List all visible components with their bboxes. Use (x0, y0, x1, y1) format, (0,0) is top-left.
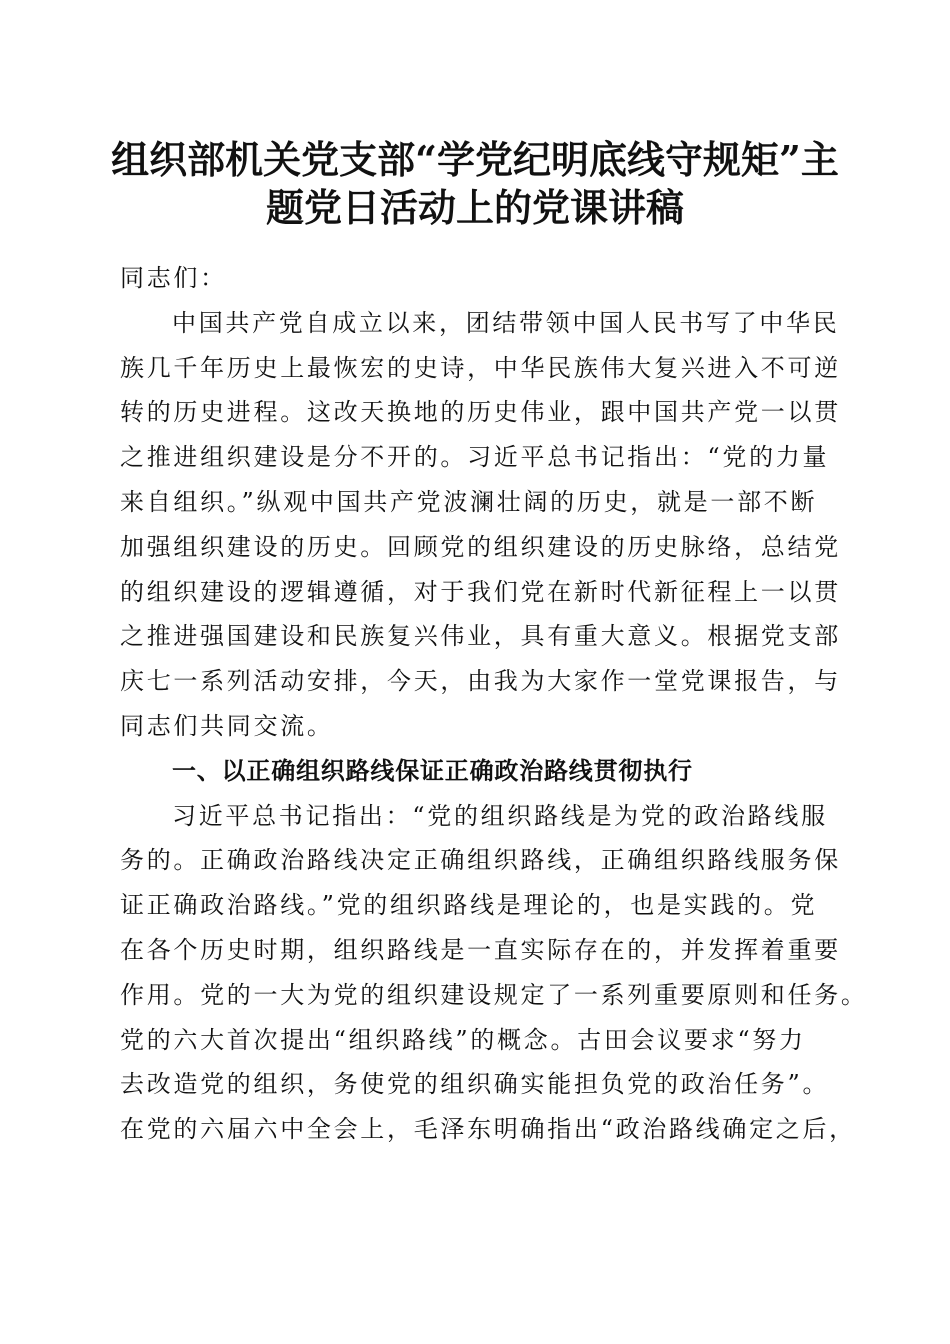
paragraph-line: 在各个历史时期，组织路线是一直实际存在的，并发挥着重要 (120, 935, 841, 964)
paragraph-line: 来自组织。”纵观中国共产党波澜壮阔的历史，就是一部不断 (120, 487, 818, 516)
paragraph-2 (120, 794, 868, 1152)
paragraph-line: 转的历史进程。这改天换地的历史伟业，跟中国共产党一以贯 (120, 398, 841, 427)
paragraph-line: 之推进组织建设是分不开的。习近平总书记指出：“党的力量 (120, 443, 830, 472)
paragraph-line: 务的。正确政治路线决定正确组织路线，正确组织路线服务保 (120, 846, 841, 875)
paragraph-line: 中国共产党自成立以来，团结带领中国人民书写了中华民 (172, 308, 840, 337)
paragraph-line: 党的六大首次提出“组织路线”的概念。古田会议要求“努力 (120, 1025, 806, 1054)
section-heading-1: 一、以正确组织路线保证正确政治路线贯彻执行 (172, 756, 693, 785)
paragraph-line: 的组织建设的逻辑遵循，对于我们党在新时代新征程上一以贯 (120, 577, 841, 606)
paragraph-line: 之推进强国建设和民族复兴伟业，具有重大意义。根据党支部 (120, 622, 841, 651)
paragraph-line: 习近平总书记指出：“党的组织路线是为党的政治路线服 (172, 801, 828, 830)
paragraph-line: 证正确政治路线。”党的组织路线是理论的，也是实践的。党 (120, 891, 818, 920)
paragraph-line: 加强组织建设的历史。回顾党的组织建设的历史脉络，总结党 (120, 532, 841, 561)
paragraph-line: 在党的六届六中全会上，毛泽东明确指出“政治路线确定之后， (120, 1115, 856, 1144)
document-body (120, 256, 868, 1152)
paragraph-1 (120, 301, 840, 749)
paragraph-line: 去改造党的组织，务使党的组织确实能担负党的政治任务”。 (120, 1070, 830, 1099)
paragraph-line: 庆七一系列活动安排，今天，由我为大家作一堂党课报告，与 (120, 667, 841, 696)
paragraph-line: 同志们共同交流。 (120, 711, 334, 740)
paragraph-line: 作用。党的一大为党的组织建设规定了一系列重要原则和任务。 (120, 980, 868, 1009)
paragraph-line: 族几千年历史上最恢宏的史诗，中华民族伟大复兴进入不可逆 (120, 353, 841, 382)
document-title-line-1: 组织部机关党支部“学党纪明底线守规矩”主 (111, 137, 839, 182)
salutation: 同志们： (120, 264, 227, 292)
document-title-line-2: 题党日活动上的党课讲稿 (265, 185, 684, 230)
